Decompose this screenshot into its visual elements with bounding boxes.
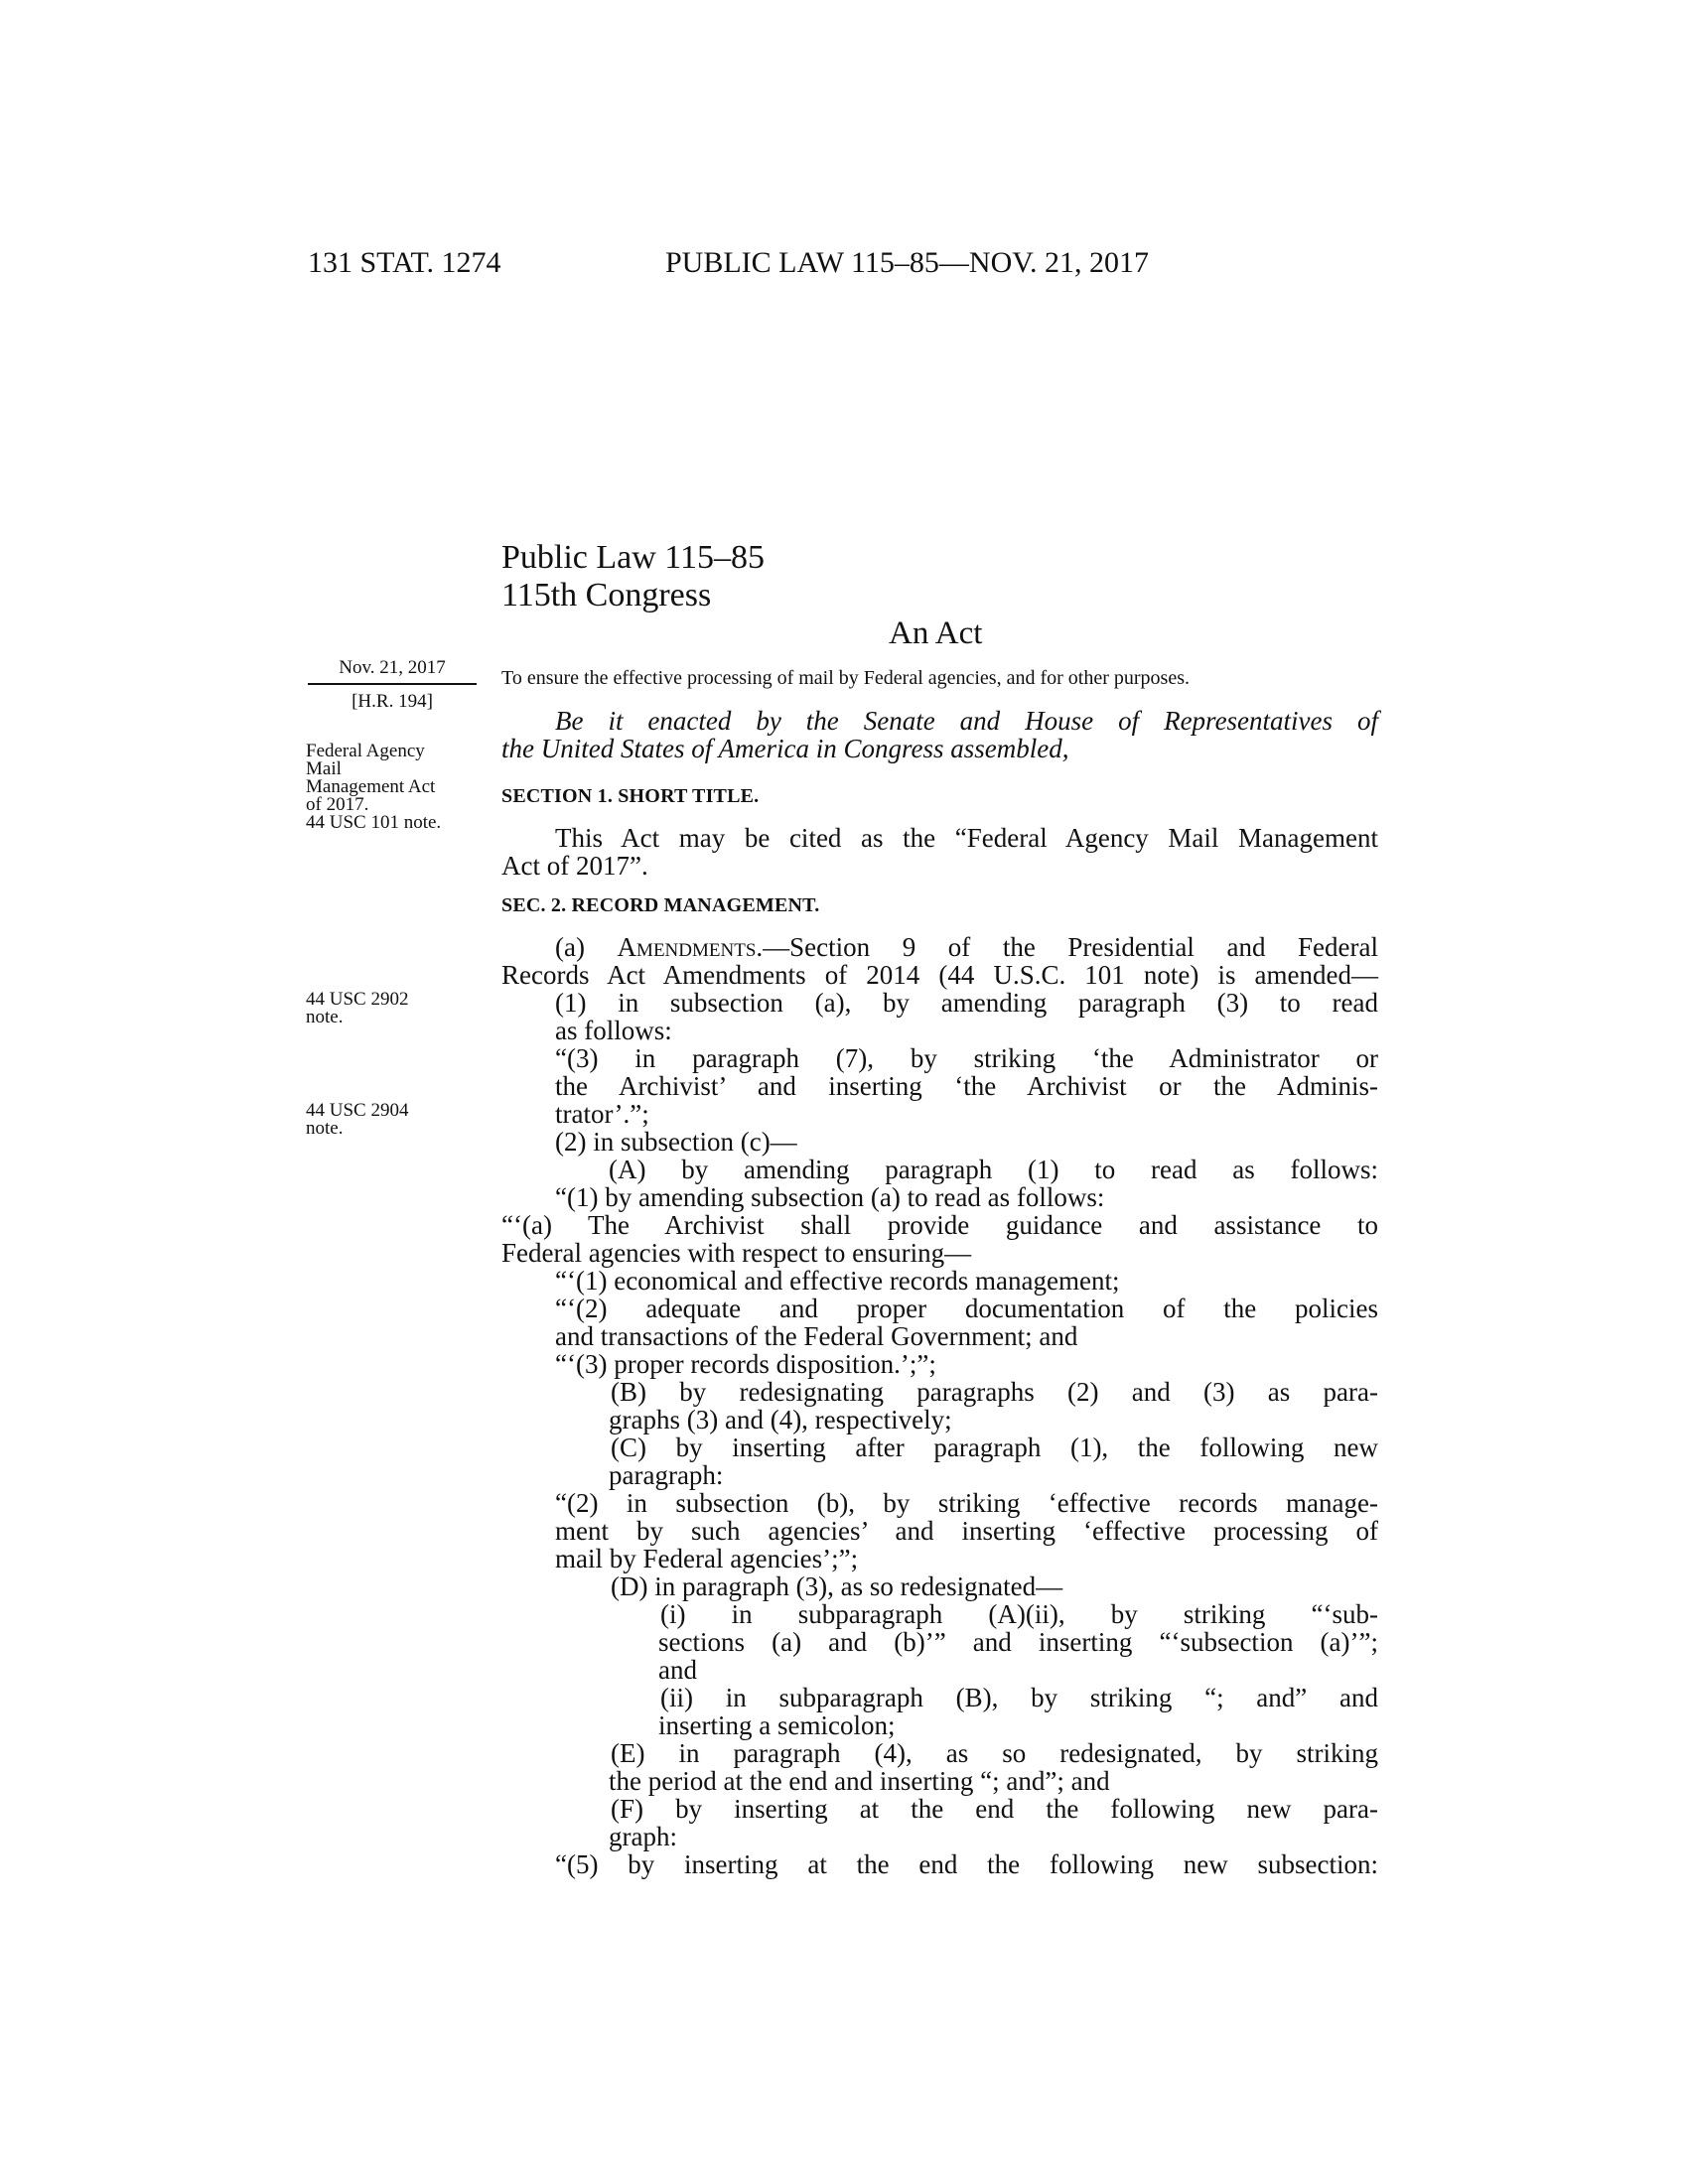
section-2-line: as follows: — [555, 1016, 672, 1045]
section-2-line: Federal agencies with respect to ensuring— — [501, 1238, 972, 1268]
statute-page-number: 131 STAT. 1274 — [308, 246, 501, 279]
margin-note-line: 44 USC 2904 — [306, 1100, 409, 1121]
section-2-line: Records Act Amendments of 2014 (44 U.S.C. 101 note) is amended— — [501, 960, 1378, 990]
section-2-line: (i) in subparagraph (A)(ii), by striking “‘sub- — [660, 1599, 1378, 1629]
section-2-line: graphs (3) and (4), respectively; — [609, 1405, 952, 1434]
section-2-line: (1) in subsection (a), by amending paragraph (3) to read — [555, 988, 1378, 1018]
margin-rule — [308, 683, 477, 685]
section-2-line: “(1) by amending subsection (a) to read as follows: — [555, 1182, 1105, 1212]
section-2-line: graph: — [609, 1822, 677, 1851]
margin-note-line: Mail — [306, 758, 342, 779]
an-act-heading: An Act — [889, 615, 983, 651]
act-purpose: To ensure the effective processing of mail by Federal agencies, and for other purposes. — [501, 667, 1190, 689]
section-2-line: and transactions of the Federal Government; and — [555, 1321, 1078, 1351]
section-2-line: “‘(1) economical and effective records management; — [555, 1266, 1120, 1296]
enactment-date: Nov. 21, 2017 — [339, 657, 446, 678]
section-2-line: paragraph: — [609, 1460, 724, 1490]
section-2-line: “(5) by inserting at the end the following new subsection: — [555, 1849, 1378, 1879]
section-2-line: (2) in subsection (c)— — [555, 1127, 797, 1157]
section-1 — [501, 782, 1378, 880]
bill-number: [H.R. 194] — [352, 691, 433, 712]
margin-note-line: Management Act — [306, 776, 436, 797]
section-2-line: (F) by inserting at the end the following new para- — [611, 1794, 1378, 1824]
section-2-line: (A) by amending paragraph (1) to read as follows: — [609, 1155, 1378, 1184]
page-header — [308, 246, 1380, 286]
section-2-body — [501, 933, 1378, 1878]
enacting-clause — [501, 707, 1378, 762]
section-2-line: (D) in paragraph (3), as so redesignated— — [611, 1571, 1063, 1601]
section-2-line: sections (a) and (b)’” and inserting “‘subsection (a)’”; — [658, 1627, 1378, 1657]
margin-note-2902 — [306, 991, 485, 1026]
public-law-title: Public Law 115–85 — [501, 539, 766, 576]
section-2-line: (C) by inserting after paragraph (1), the following new — [611, 1433, 1378, 1462]
section-2-line: (a) Amendments.—Section 9 of the Presidential and Federal — [555, 932, 1378, 962]
section-2-line: (B) by redesignating paragraphs (2) and (3) as para- — [611, 1377, 1378, 1407]
margin-note-2904 — [306, 1102, 485, 1138]
section-1-line: This Act may be cited as the “Federal Agency Mail Management — [555, 823, 1378, 853]
section-1-heading: SECTION 1. SHORT TITLE. — [501, 785, 760, 807]
margin-note-line: of 2017. — [306, 794, 369, 815]
enacting-line: the United States of America in Congress assembled, — [501, 734, 1069, 763]
running-head: PUBLIC LAW 115–85—NOV. 21, 2017 — [665, 246, 1150, 279]
margin-date-block — [308, 655, 477, 715]
margin-note-line: note. — [306, 1007, 344, 1027]
section-2-line: ment by such agencies’ and inserting ‘effective processing of — [555, 1516, 1378, 1546]
section-2-line: the Archivist’ and inserting ‘the Archivist or the Adminis- — [555, 1071, 1378, 1101]
margin-note-line: 44 USC 2902 — [306, 989, 409, 1010]
section-2-line: the period at the end and inserting “; and”; and — [609, 1766, 1110, 1796]
margin-note-line: 44 USC 101 note. — [306, 812, 442, 833]
section-2-line: (ii) in subparagraph (B), by striking “; and” and — [660, 1683, 1378, 1712]
section-2-line: “‘(3) proper records disposition.’;”; — [555, 1349, 936, 1379]
enacting-line: Be it enacted by the Senate and House of Representatives of — [555, 706, 1378, 736]
section-2-line: inserting a semicolon; — [658, 1710, 896, 1740]
section-2-line: (E) in paragraph (4), as so redesignated, by striking — [611, 1738, 1378, 1768]
section-2-heading: SEC. 2. RECORD MANAGEMENT. — [501, 894, 820, 916]
section-1-line: Act of 2017”. — [501, 851, 648, 881]
margin-note-line: Federal Agency — [306, 741, 425, 761]
section-2-line: and — [658, 1655, 697, 1685]
section-2-line: “‘(a) The Archivist shall provide guidance and assistance to — [501, 1210, 1378, 1240]
law-title-block — [501, 539, 765, 614]
subsection-caption: Amendments — [617, 932, 757, 962]
margin-note-line: note. — [306, 1118, 344, 1139]
section-2-line: “‘(2) adequate and proper documentation of the policies — [555, 1294, 1378, 1323]
section-2-line: mail by Federal agencies’;”; — [555, 1544, 859, 1573]
section-2-line: trator’.”; — [555, 1099, 649, 1129]
congress-label: 115th Congress — [501, 577, 712, 614]
section-2-line: “(2) in subsection (b), by striking ‘effective records manage- — [555, 1488, 1378, 1518]
section-2 — [501, 891, 1378, 1878]
margin-note-short-title — [306, 743, 485, 832]
section-2-line: “(3) in paragraph (7), by striking ‘the Administrator or — [555, 1043, 1378, 1073]
